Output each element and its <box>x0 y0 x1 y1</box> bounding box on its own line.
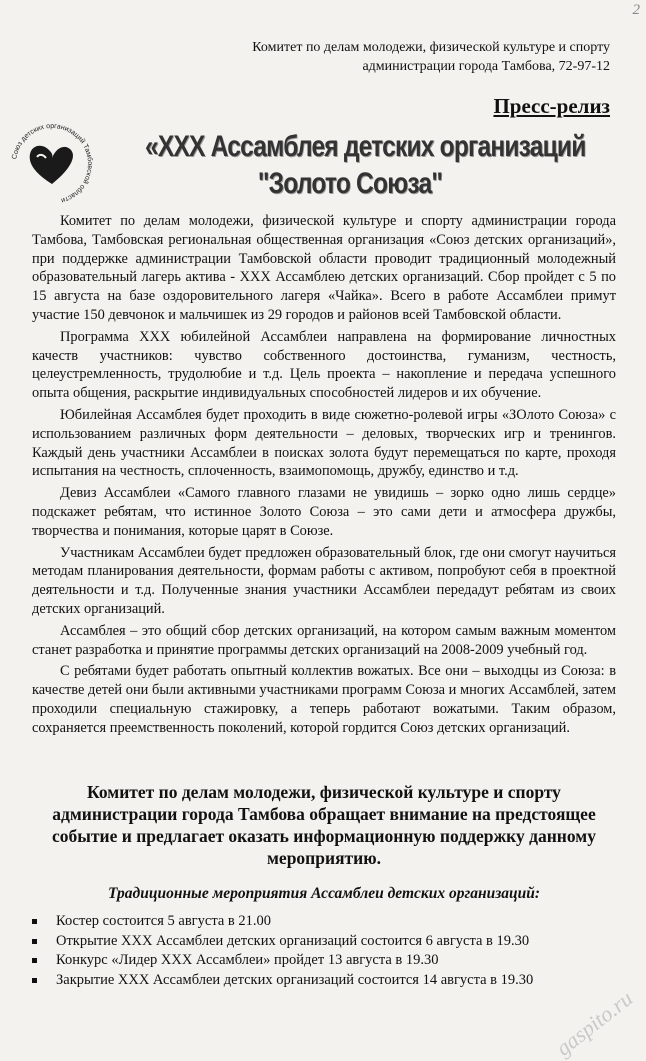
paragraph-7: С ребятами будет работать опытный коллектив вожатых. Все они – выходцы из Союза: в качестве детей они были активными участниками программ Союза и многих Ассамблей, затем проходили специальную стажировку, а теперь работают вожатыми. Таким образом, сохраняется преемственность поколений, которой гордится Союз детских организаций. <box>32 663 616 736</box>
events-heading: Традиционные мероприятия Ассамблеи детских организаций: <box>107 885 541 902</box>
paragraph-3: Юбилейная Ассамблея будет проходить в виде сюжетно-ролевой игры «ЗОлото Союза» с использованием различных форм деятельности – деловых, творческих игр и тренингов. Каждый день участники Ассамблеи в поисках золота будут перемещаться по карте, проходя испытания на честность, сплоченность, взаимопомощь, дружбу, единство и т.д. <box>32 406 616 480</box>
organization-logo <box>6 118 98 210</box>
event-item: Закрытие XXX Ассамблеи детских организаций состоится 14 августа в 19.30 <box>30 971 618 991</box>
event-item: Костер состоится 5 августа в 21.00 <box>30 912 618 932</box>
paragraph-1: Комитет по делам молодежи, физической культуре и спорту администрации города Тамбова, Тамбовская региональная общественная организация «Союз детских организаций», при поддержке администрации Тамбовской области проводит традиционный молодежный образовательный лагерь актива - XXX Ассамблею детских организаций. Сбор пройдет с 5 по 15 августа на базе оздоровительного лагеря «Чайка». Всего в работе Ассамблеи примут участие 150 девчонок и мальчишек из 29 городов и районов всей Тамбовской области. <box>32 213 616 323</box>
logo-ring-text: Союз детских организаций Тамбовской области <box>11 122 94 204</box>
event-item: Конкурс «Лидер XXX Ассамблеи» пройдет 13 августа в 19.30 <box>30 951 618 971</box>
callout-notice: Комитет по делам молодежи, физической культуре и спорту администрации города Тамбова обращает внимание на предстоящее событие и предлагает оказать информационную поддержку данному мероприятию. <box>52 782 596 868</box>
document-title <box>145 128 586 202</box>
title-line-2: "Золото Союза" <box>257 167 443 200</box>
letterhead-line-2: администрации города Тамбова, 72-97-12 <box>362 59 610 74</box>
press-release-label: Пресс-релиз <box>493 94 610 118</box>
events-list <box>30 912 618 990</box>
paragraph-4: Девиз Ассамблеи «Самого главного глазами не увидишь – зорко одно лишь сердце» подскажет ребятам, что истинное Золото Союза – это сами дети и атмосфера дружбы, творчества и понимания, которые царят в Союзе. <box>32 485 616 539</box>
letterhead-line-1: Комитет по делам молодежи, физической культуре и спорту <box>252 40 610 55</box>
paragraph-2: Программа XXX юбилейной Ассамблеи направлена на формирование личностных качеств участников: чувство собственного достоинства, гуманизм, честность, целеустремленность, трудолюбие и т.д. Цель проекта – накопление и передача успешного опыта общения, раскрытие индивидуальных способностей лидеров и их обучение. <box>32 328 616 402</box>
body-text <box>32 212 616 741</box>
paragraph-5: Участникам Ассамблеи будет предложен образовательный блок, где они смогут научиться методам планирования деятельности, формам работы с активом, попробуют себя в проектной деятельности и т.д. Полученные знания участники Ассамблеи передадут ребятам из своих детских организаций. <box>32 544 616 617</box>
title-line-1: «XXX Ассамблея детских организаций <box>145 130 586 163</box>
page-number: 2 <box>632 2 640 18</box>
watermark: gaspito.ru <box>551 985 638 1061</box>
paragraph-6: Ассамблея – это общий сбор детских организаций, на котором самым важным моментом станет разработка и принятие программы детских организаций на 2008-2009 учебный год. <box>32 622 616 658</box>
event-item: Открытие XXX Ассамблеи детских организаций состоится 6 августа в 19.30 <box>30 932 618 952</box>
letterhead <box>150 38 610 76</box>
